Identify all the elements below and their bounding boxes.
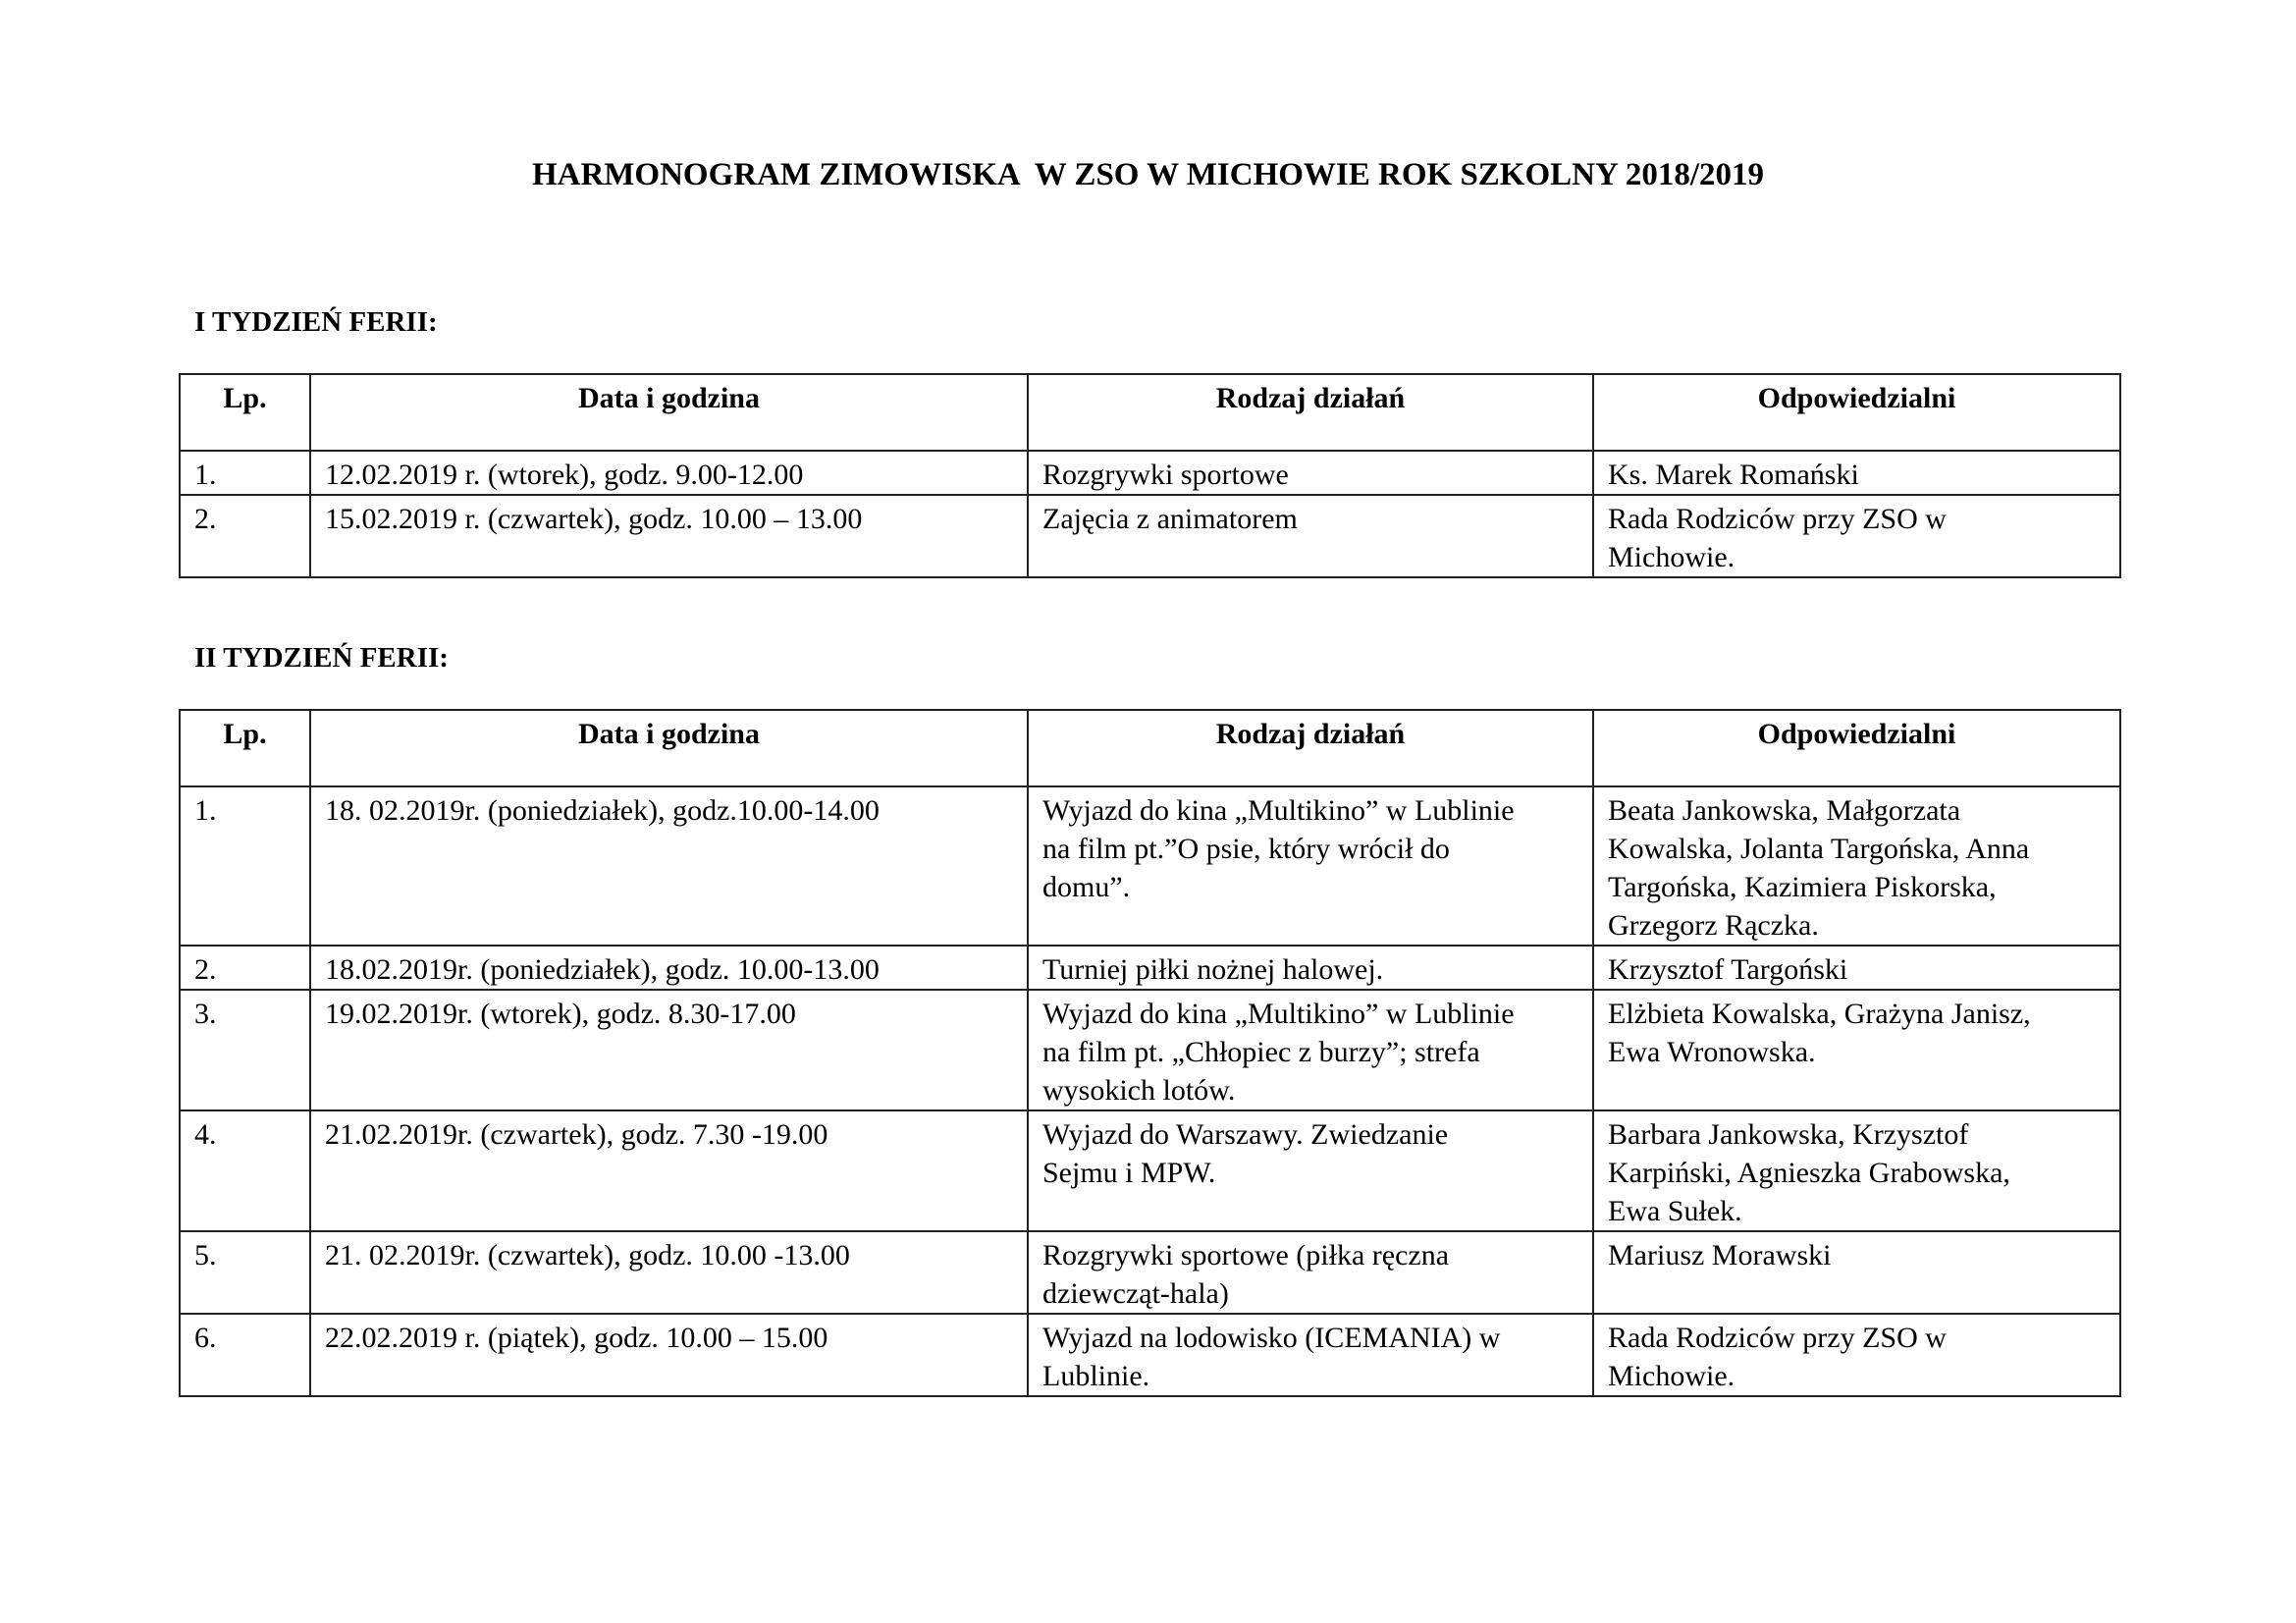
table-row [180,495,2120,577]
cell-date-line: 15.02.2019 r. (czwartek), godz. 10.00 – 13.00 [325,503,863,535]
cell-lp: 2. [180,495,310,577]
header-responsible: Odpowiedzialni [1593,374,2120,451]
cell-activity [1028,1110,1593,1231]
cell-responsible-line: Rada Rodziców przy ZSO w [1608,503,1947,535]
cell-lp: 1. [180,786,310,946]
cell-date [310,451,1028,495]
table-row [180,1231,2120,1314]
cell-activity-line: Turniej piłki nożnej halowej. [1042,953,1384,986]
table-row [180,1110,2120,1231]
cell-responsible-line: Michowie. [1608,1360,1735,1392]
header-responsible: Odpowiedzialni [1593,710,2120,786]
cell-date [310,1314,1028,1396]
cell-activity-line: Wyjazd do Warszawy. Zwiedzanie [1042,1118,1449,1151]
header-date: Data i godzina [310,374,1028,451]
cell-responsible [1593,946,2120,990]
cell-responsible-line: Ks. Marek Romański [1608,459,1859,491]
header-lp: Lp. [180,710,310,786]
cell-date-line: 22.02.2019 r. (piątek), godz. 10.00 – 15.00 [325,1322,828,1354]
week2-table [179,709,2121,1397]
cell-date [310,786,1028,946]
cell-date-line: 12.02.2019 r. (wtorek), godz. 9.00-12.00 [325,459,804,491]
table-row [180,451,2120,495]
cell-responsible-line: Mariusz Morawski [1608,1239,1832,1271]
cell-lp: 3. [180,990,310,1110]
cell-date [310,990,1028,1110]
cell-responsible [1593,1231,2120,1314]
cell-activity-line: Sejmu i MPW. [1042,1157,1216,1189]
cell-lp: 6. [180,1314,310,1396]
header-activity: Rodzaj działań [1028,374,1593,451]
cell-responsible-line: Karpiński, Agnieszka Grabowska, [1608,1157,2010,1189]
header-row [180,710,2120,786]
cell-date-line: 21.02.2019r. (czwartek), godz. 7.30 -19.00 [325,1118,828,1151]
table-row [180,990,2120,1110]
cell-activity-line: Wyjazd do kina „Multikino” w Lublinie [1042,998,1515,1030]
week1-table [179,373,2121,578]
cell-date [310,1110,1028,1231]
cell-lp: 2. [180,946,310,990]
cell-activity [1028,1314,1593,1396]
cell-activity-line: Lublinie. [1042,1360,1150,1392]
cell-activity-line: domu”. [1042,871,1131,903]
cell-responsible [1593,1110,2120,1231]
week2-heading: II TYDZIEŃ FERII: [194,642,449,674]
cell-responsible-line: Beata Jankowska, Małgorzata [1608,794,1961,827]
cell-lp: 5. [180,1231,310,1314]
cell-date-line: 18.02.2019r. (poniedziałek), godz. 10.00-13.00 [325,953,880,986]
cell-activity-line: dziewcząt-hala) [1042,1277,1229,1310]
table-row [180,946,2120,990]
cell-date [310,1231,1028,1314]
cell-responsible [1593,786,2120,946]
cell-date [310,946,1028,990]
cell-responsible-line: Ewa Wronowska. [1608,1036,1816,1068]
cell-responsible-line: Krzysztof Targoński [1608,953,1848,986]
cell-activity [1028,946,1593,990]
cell-activity-line: na film pt.”O psie, który wrócił do [1042,833,1450,865]
cell-activity-line: Zajęcia z animatorem [1042,503,1298,535]
cell-responsible [1593,451,2120,495]
cell-responsible-line: Elżbieta Kowalska, Grażyna Janisz, [1608,998,2031,1030]
cell-responsible-line: Kowalska, Jolanta Targońska, Anna [1608,833,2030,865]
document-title: HARMONOGRAM ZIMOWISKA W ZSO W MICHOWIE ROK SZKOLNY 2018/2019 [531,157,1765,192]
cell-date-line: 21. 02.2019r. (czwartek), godz. 10.00 -13.00 [325,1239,850,1271]
header-activity: Rodzaj działań [1028,710,1593,786]
cell-activity [1028,990,1593,1110]
cell-activity-line: wysokich lotów. [1042,1074,1236,1107]
header-lp: Lp. [180,374,310,451]
cell-activity-line: Wyjazd na lodowisko (ICEMANIA) w [1042,1322,1501,1354]
table-row [180,786,2120,946]
cell-activity [1028,495,1593,577]
header-date: Data i godzina [310,710,1028,786]
cell-responsible-line: Ewa Sułek. [1608,1195,1742,1227]
header-row [180,374,2120,451]
cell-lp: 4. [180,1110,310,1231]
cell-lp: 1. [180,451,310,495]
cell-responsible [1593,1314,2120,1396]
cell-responsible [1593,990,2120,1110]
cell-responsible [1593,495,2120,577]
cell-responsible-line: Barbara Jankowska, Krzysztof [1608,1118,1969,1151]
cell-responsible-line: Rada Rodziców przy ZSO w [1608,1322,1947,1354]
cell-responsible-line: Targońska, Kazimiera Piskorska, [1608,871,1997,903]
cell-activity-line: Rozgrywki sportowe [1042,459,1289,491]
cell-responsible-line: Michowie. [1608,541,1735,573]
cell-activity [1028,451,1593,495]
week1-heading: I TYDZIEŃ FERII: [194,306,438,338]
cell-activity-line: Rozgrywki sportowe (piłka ręczna [1042,1239,1450,1271]
cell-date [310,495,1028,577]
cell-activity-line: na film pt. „Chłopiec z burzy”; strefa [1042,1036,1480,1068]
cell-date-line: 18. 02.2019r. (poniedziałek), godz.10.00-14.00 [325,794,880,827]
cell-activity [1028,786,1593,946]
cell-date-line: 19.02.2019r. (wtorek), godz. 8.30-17.00 [325,998,796,1030]
cell-activity [1028,1231,1593,1314]
table-row [180,1314,2120,1396]
cell-responsible-line: Grzegorz Rączka. [1608,909,1819,942]
cell-activity-line: Wyjazd do kina „Multikino” w Lublinie [1042,794,1515,827]
